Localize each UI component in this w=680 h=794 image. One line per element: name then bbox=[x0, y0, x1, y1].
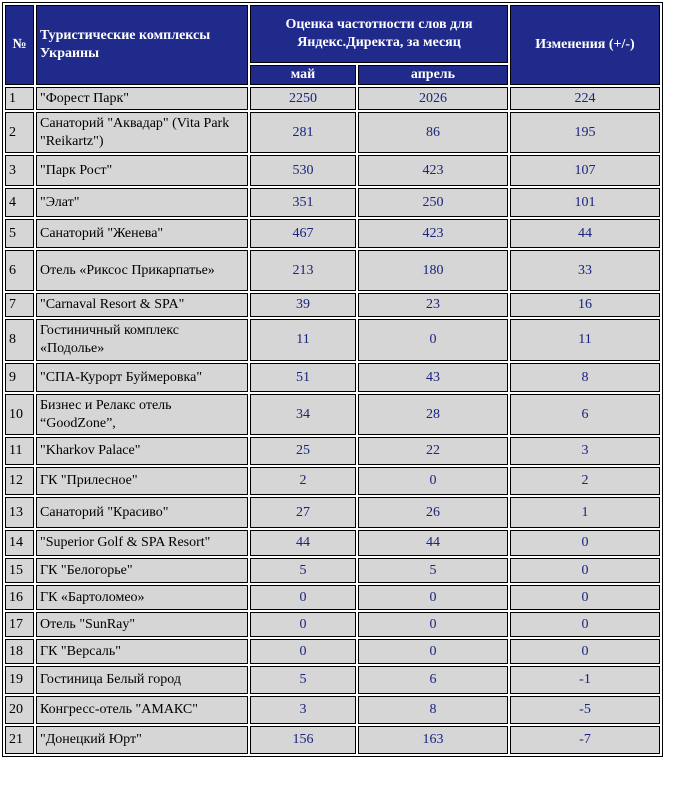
april-value: 0 bbox=[358, 319, 508, 361]
april-value: 180 bbox=[358, 250, 508, 291]
row-number: 6 bbox=[5, 250, 34, 291]
change-value: 33 bbox=[510, 250, 660, 291]
row-number: 12 bbox=[5, 467, 34, 495]
resort-name: Гостиничный комплекс «Подолье» bbox=[36, 319, 248, 361]
may-value: 0 bbox=[250, 585, 356, 610]
change-value: 107 bbox=[510, 155, 660, 186]
april-value: 423 bbox=[358, 219, 508, 248]
change-value: 8 bbox=[510, 363, 660, 392]
change-value: 11 bbox=[510, 319, 660, 361]
table-header bbox=[5, 5, 660, 85]
table-row bbox=[5, 497, 660, 528]
table-row bbox=[5, 585, 660, 610]
april-value: 22 bbox=[358, 437, 508, 465]
may-value: 156 bbox=[250, 726, 356, 754]
change-value: 0 bbox=[510, 612, 660, 637]
row-number: 18 bbox=[5, 639, 34, 664]
table-row bbox=[5, 87, 660, 110]
april-value: 5 bbox=[358, 558, 508, 583]
may-value: 51 bbox=[250, 363, 356, 392]
table-row bbox=[5, 319, 660, 361]
table-row bbox=[5, 467, 660, 495]
april-value: 43 bbox=[358, 363, 508, 392]
resort-name: ГК «Бартоломео» bbox=[36, 585, 248, 610]
may-value: 11 bbox=[250, 319, 356, 361]
change-value: -1 bbox=[510, 666, 660, 694]
april-value: 0 bbox=[358, 612, 508, 637]
resort-name: "Форест Парк" bbox=[36, 87, 248, 110]
may-value: 3 bbox=[250, 696, 356, 724]
change-value: 3 bbox=[510, 437, 660, 465]
header-frequency: Оценка частотности слов для Яндекс.Директа, за месяц bbox=[250, 5, 508, 63]
may-value: 44 bbox=[250, 530, 356, 556]
april-value: 6 bbox=[358, 666, 508, 694]
change-value: 0 bbox=[510, 639, 660, 664]
change-value: -5 bbox=[510, 696, 660, 724]
resorts-table bbox=[2, 2, 663, 757]
may-value: 25 bbox=[250, 437, 356, 465]
table-container bbox=[2, 2, 663, 757]
table-row bbox=[5, 219, 660, 248]
resort-name: Отель "SunRay" bbox=[36, 612, 248, 637]
may-value: 467 bbox=[250, 219, 356, 248]
change-value: 101 bbox=[510, 188, 660, 217]
april-value: 163 bbox=[358, 726, 508, 754]
resort-name: Конгресс-отель "АМАКС" bbox=[36, 696, 248, 724]
row-number: 4 bbox=[5, 188, 34, 217]
may-value: 281 bbox=[250, 112, 356, 153]
row-number: 9 bbox=[5, 363, 34, 392]
resort-name: "Superior Golf & SPA Resort" bbox=[36, 530, 248, 556]
april-value: 2026 bbox=[358, 87, 508, 110]
change-value: 0 bbox=[510, 585, 660, 610]
row-number: 20 bbox=[5, 696, 34, 724]
may-value: 530 bbox=[250, 155, 356, 186]
row-number: 1 bbox=[5, 87, 34, 110]
table-row bbox=[5, 394, 660, 435]
row-number: 17 bbox=[5, 612, 34, 637]
resort-name: Санаторий "Красиво" bbox=[36, 497, 248, 528]
row-number: 11 bbox=[5, 437, 34, 465]
may-value: 351 bbox=[250, 188, 356, 217]
table-row bbox=[5, 612, 660, 637]
april-value: 423 bbox=[358, 155, 508, 186]
change-value: 16 bbox=[510, 293, 660, 317]
resort-name: "Kharkov Palace" bbox=[36, 437, 248, 465]
resort-name: Гостиница Белый город bbox=[36, 666, 248, 694]
may-value: 2250 bbox=[250, 87, 356, 110]
row-number: 7 bbox=[5, 293, 34, 317]
resort-name: "СПА-Курорт Буймеровка" bbox=[36, 363, 248, 392]
header-change: Изменения (+/-) bbox=[510, 5, 660, 85]
table-body bbox=[5, 87, 660, 754]
april-value: 8 bbox=[358, 696, 508, 724]
row-number: 14 bbox=[5, 530, 34, 556]
table-row bbox=[5, 726, 660, 754]
resort-name: Санаторий "Женева" bbox=[36, 219, 248, 248]
april-value: 0 bbox=[358, 467, 508, 495]
april-value: 44 bbox=[358, 530, 508, 556]
resort-name: ГК "Белогорье" bbox=[36, 558, 248, 583]
table-row bbox=[5, 437, 660, 465]
row-number: 21 bbox=[5, 726, 34, 754]
header-row bbox=[5, 5, 660, 63]
change-value: 2 bbox=[510, 467, 660, 495]
row-number: 2 bbox=[5, 112, 34, 153]
change-value: 224 bbox=[510, 87, 660, 110]
table-row bbox=[5, 250, 660, 291]
header-num: № bbox=[5, 5, 34, 85]
table-row bbox=[5, 696, 660, 724]
header-april: апрель bbox=[358, 65, 508, 85]
change-value: 44 bbox=[510, 219, 660, 248]
resort-name: Бизнес и Релакс отель “GoodZone”, bbox=[36, 394, 248, 435]
header-may: май bbox=[250, 65, 356, 85]
table-row bbox=[5, 112, 660, 153]
table-row bbox=[5, 155, 660, 186]
change-value: 0 bbox=[510, 558, 660, 583]
may-value: 213 bbox=[250, 250, 356, 291]
table-row bbox=[5, 293, 660, 317]
change-value: 1 bbox=[510, 497, 660, 528]
resort-name: "Парк Рост" bbox=[36, 155, 248, 186]
header-name: Туристические комплексы Украины bbox=[36, 5, 248, 85]
april-value: 0 bbox=[358, 639, 508, 664]
row-number: 19 bbox=[5, 666, 34, 694]
may-value: 0 bbox=[250, 612, 356, 637]
row-number: 5 bbox=[5, 219, 34, 248]
may-value: 0 bbox=[250, 639, 356, 664]
resort-name: "Carnaval Resort & SPA" bbox=[36, 293, 248, 317]
row-number: 16 bbox=[5, 585, 34, 610]
table-row bbox=[5, 188, 660, 217]
resort-name: ГК "Прилесное" bbox=[36, 467, 248, 495]
table-row bbox=[5, 558, 660, 583]
row-number: 3 bbox=[5, 155, 34, 186]
may-value: 34 bbox=[250, 394, 356, 435]
row-number: 15 bbox=[5, 558, 34, 583]
table-row bbox=[5, 639, 660, 664]
resort-name: "Элат" bbox=[36, 188, 248, 217]
april-value: 26 bbox=[358, 497, 508, 528]
resort-name: Санаторий "Аквадар" (Vita Park "Reikartz") bbox=[36, 112, 248, 153]
table-row bbox=[5, 666, 660, 694]
may-value: 2 bbox=[250, 467, 356, 495]
row-number: 10 bbox=[5, 394, 34, 435]
may-value: 39 bbox=[250, 293, 356, 317]
resort-name: ГК "Версаль" bbox=[36, 639, 248, 664]
change-value: 6 bbox=[510, 394, 660, 435]
table-row bbox=[5, 363, 660, 392]
change-value: 195 bbox=[510, 112, 660, 153]
april-value: 86 bbox=[358, 112, 508, 153]
row-number: 8 bbox=[5, 319, 34, 361]
may-value: 27 bbox=[250, 497, 356, 528]
april-value: 28 bbox=[358, 394, 508, 435]
may-value: 5 bbox=[250, 558, 356, 583]
april-value: 250 bbox=[358, 188, 508, 217]
april-value: 23 bbox=[358, 293, 508, 317]
resort-name: "Донецкий Юрт" bbox=[36, 726, 248, 754]
change-value: 0 bbox=[510, 530, 660, 556]
row-number: 13 bbox=[5, 497, 34, 528]
change-value: -7 bbox=[510, 726, 660, 754]
table-row bbox=[5, 530, 660, 556]
april-value: 0 bbox=[358, 585, 508, 610]
resort-name: Отель «Риксос Прикарпатье» bbox=[36, 250, 248, 291]
may-value: 5 bbox=[250, 666, 356, 694]
